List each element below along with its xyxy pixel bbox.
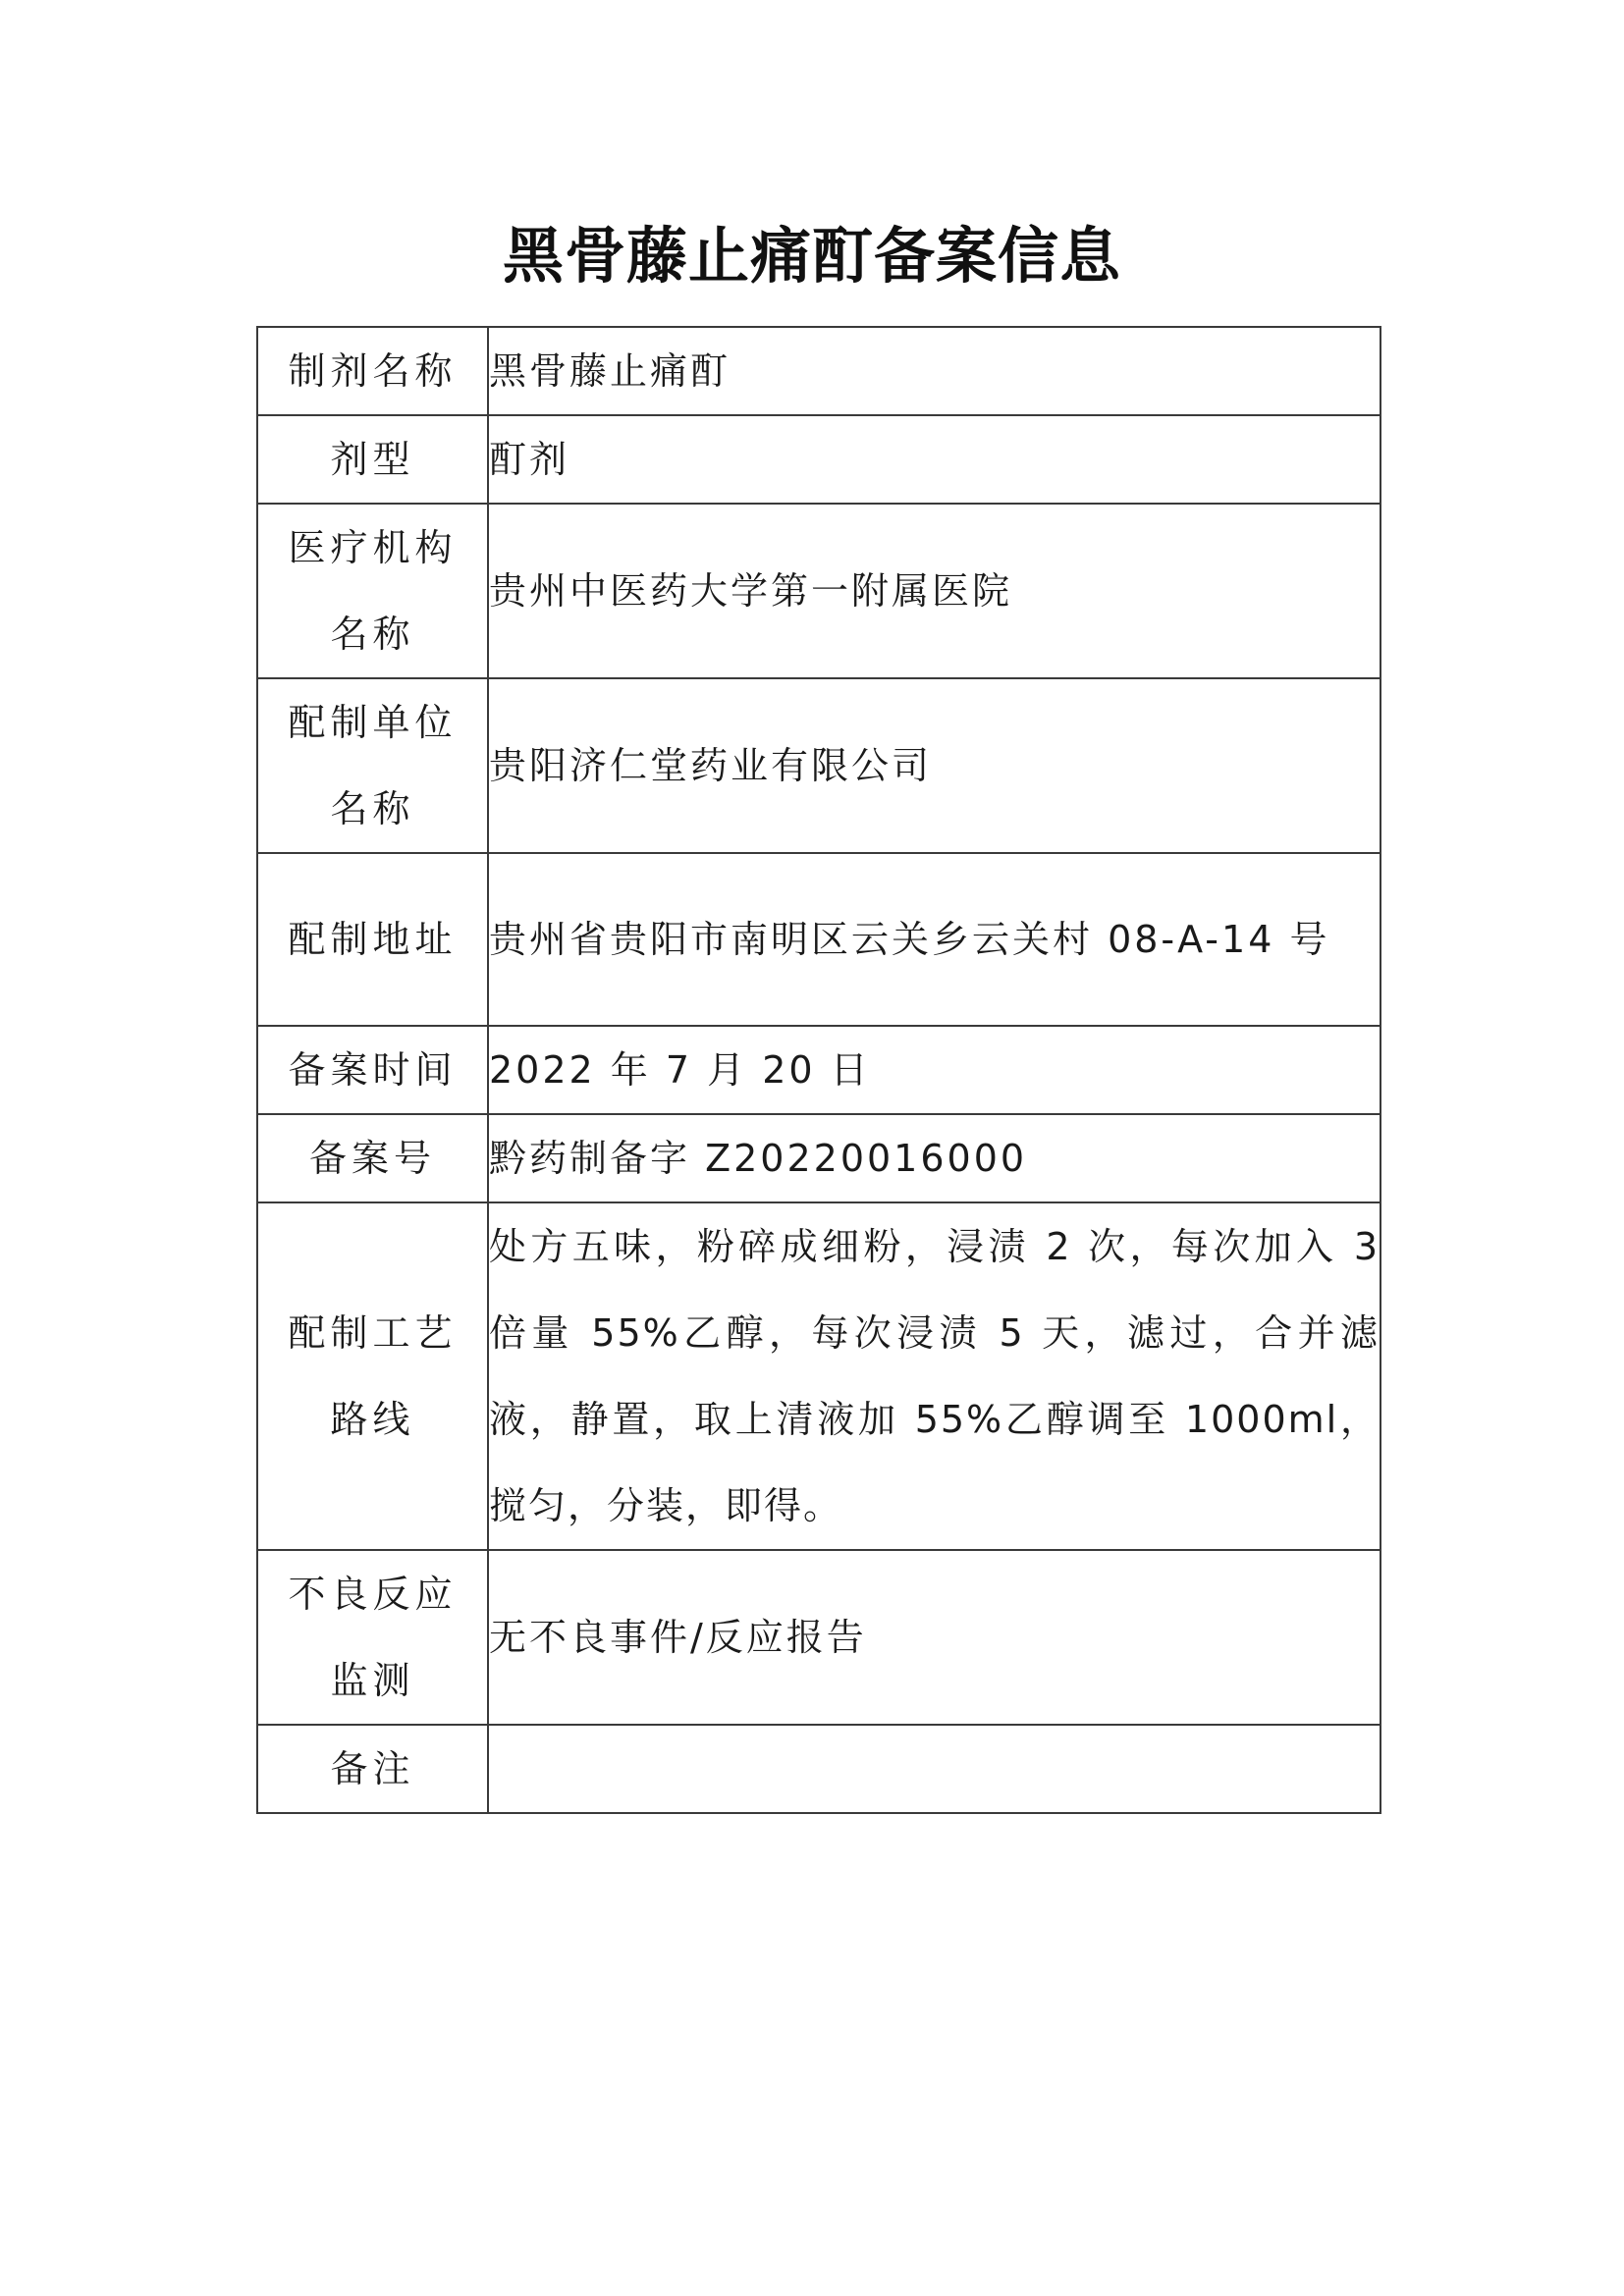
row-value: 黔药制备字 Z20220016000	[488, 1114, 1380, 1202]
row-filing-date	[257, 1026, 1380, 1114]
row-label	[257, 1202, 488, 1550]
row-value: 贵阳济仁堂药业有限公司	[488, 678, 1380, 853]
row-label	[257, 853, 488, 1026]
row-label-line: 制剂名称	[288, 349, 458, 393]
row-label	[257, 1550, 488, 1725]
row-label-line: 配制工艺	[288, 1311, 458, 1355]
row-label-line: 配制单位	[288, 701, 458, 744]
row-label	[257, 504, 488, 678]
row-value	[488, 1725, 1380, 1813]
row-label-line: 名称	[330, 613, 415, 656]
row-value: 贵州省贵阳市南明区云关乡云关村 08-A-14 号	[488, 853, 1380, 1026]
row-manufacturer-name	[257, 678, 1380, 853]
record-table	[256, 326, 1381, 1814]
row-label-line: 剂型	[330, 438, 415, 481]
row-label	[257, 1725, 488, 1813]
row-institution-name	[257, 504, 1380, 678]
row-label	[257, 1026, 488, 1114]
row-value: 2022 年 7 月 20 日	[488, 1026, 1380, 1114]
row-manufacturing-address	[257, 853, 1380, 1026]
row-label	[257, 327, 488, 415]
row-value: 处方五味，粉碎成细粉，浸渍 2 次，每次加入 3 倍量 55%乙醇，每次浸渍 5 天，滤过，合并滤液，静置，取上清液加 55%乙醇调至 1000ml，搅匀，分装，即得。	[488, 1202, 1380, 1550]
row-filing-number	[257, 1114, 1380, 1202]
row-dosage-form	[257, 415, 1380, 504]
row-label-line: 备案时间	[288, 1048, 458, 1092]
row-adverse-reaction-monitoring	[257, 1550, 1380, 1725]
row-value: 贵州中医药大学第一附属医院	[488, 504, 1380, 678]
row-value: 酊剂	[488, 415, 1380, 504]
row-value: 无不良事件/反应报告	[488, 1550, 1380, 1725]
row-label-line: 不良反应	[288, 1573, 458, 1616]
row-preparation-name	[257, 327, 1380, 415]
row-label-line: 名称	[330, 787, 415, 830]
row-label-line: 监测	[330, 1659, 415, 1702]
row-label	[257, 678, 488, 853]
document-title: 黑骨藤止痛酊备案信息	[502, 220, 1121, 292]
row-label-line: 备案号	[308, 1137, 436, 1180]
row-label	[257, 415, 488, 504]
row-process-route	[257, 1202, 1380, 1550]
row-label-line: 路线	[330, 1398, 415, 1441]
row-label-line: 备注	[330, 1747, 415, 1790]
row-label-line: 医疗机构	[288, 526, 458, 569]
row-remarks	[257, 1725, 1380, 1813]
row-label	[257, 1114, 488, 1202]
row-label-line: 配制地址	[288, 918, 458, 961]
row-value: 黑骨藤止痛酊	[488, 327, 1380, 415]
